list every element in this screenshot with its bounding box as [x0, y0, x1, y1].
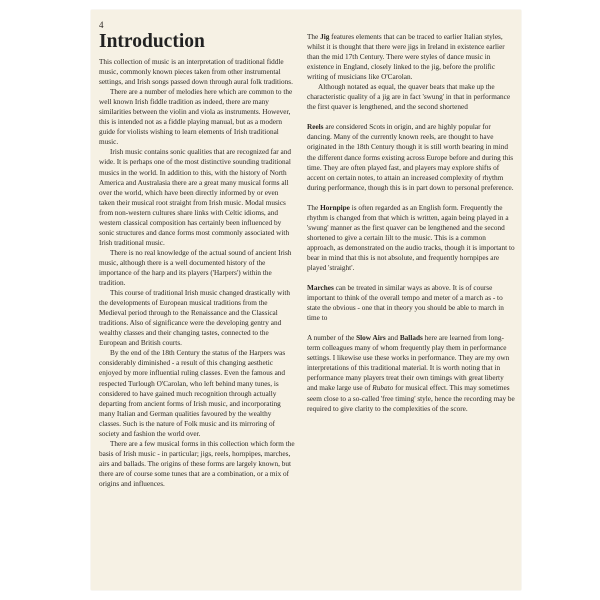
book-page	[91, 10, 521, 590]
harpers-paragraph: By the end of the 18th Century the status of the Harpers was considerably diminished - a result of this changing aesthetic enjoyed by more influential ruling classes. Even the famous and respected Turlough O'Carolan, who left behind many tunes, is considered to have gained much recognition through actually departing from ancient forms of Irish music, and incorporating many Italian and German qualities favoured by the wealthy classes. Such is the nature of Folk music and its mirroring of society and fashion the world over.	[99, 349, 286, 438]
ballads-term: Ballads	[399, 334, 423, 343]
hornpipe-paragraph: The Hornpipe is often regarded as an English form. Frequently the rhythm is changed from that which is written, again being played in a 'swung' manner as the first quaver can be lengthened and the second shortened to give a certain lilt to the music. This is a common approach, as demonstrated on the audio tracks, though it is important to bear in mind that this is not absolute, and frequently hornpipes are played 'straight'.	[307, 203, 515, 272]
intro-paragraph: This collection of music is an interpretation of traditional fiddle music, commonly known pieces taken from other instrumental settings, and Irish songs passed down through aural folk traditions.	[99, 58, 293, 87]
slow-airs-term: Slow Airs	[356, 334, 386, 343]
page-number: 4	[99, 20, 104, 30]
airs-ballads-paragraph: A number of the Slow Airs and Ballads here are learned from long-term colleagues many of whom frequently play them in performance settings. I likewise use these works in performance. They are my own interpretations of this traditional material. It is worth noting that in performance many players treat their own timings with great liberty and make large use of Rubato for musical effect. This may sometimes seem close to a so-called 'free timing' style, hence the recording may be required to give clarity to the complexities of the score.	[307, 334, 515, 413]
marches-paragraph: Marches can be treated in similar ways as above. It is of course important to think of the overall tempo and meter of a march as - to state the obvious - one that in theory you should be able to march in time to	[307, 284, 504, 323]
right-column	[307, 32, 515, 414]
fiddle-paragraph: There are a number of melodies here which are common to the well known Irish fiddle tradition as indeed, there are many similarities between the violin and viola as instruments. However, this is intended not as a fiddle playing manual, but as a modern guide for violists wishing to learn elements of Irish traditional music.	[99, 88, 293, 147]
left-column	[99, 57, 295, 489]
jig-term: Jig	[320, 33, 330, 41]
sonic-qualities-paragraph: Irish music contains sonic qualities that are recognized far and wide. It is perhaps one of the most distinctive sounding traditional musics in the world. In addition to this, with the history of North America and Australasia there are a great many musical forms all over the world, which have been directly informed by or even taken their musical root straight from Irish music. Modal musics from non-western cultures share links with Celtic idioms, and western classical composition has certainly been influenced by sonic structures and dance forms most commonly associated with Irish traditional music.	[99, 148, 291, 247]
marches-term: Marches	[307, 284, 334, 293]
jig-paragraph: The Jig features elements that can be traced to earlier Italian styles, whilst it is thought that there were jigs in Ireland in existence earlier than the mid 17th Century. There were styles of dance music in existence in England, closely linked to the jig, before the prolific writing of musicians like O'Carolan.	[307, 33, 505, 82]
rubato-term: Rubato	[372, 384, 394, 393]
forms-paragraph: There are a few musical forms in this collection which form the basis of Irish music - in particular; jigs, reels, hornpipes, marches, airs and ballads. The origins of these forms are largely known, but there are of course some tunes that are a combination, or a mix of origins and influences.	[99, 439, 295, 488]
page-title: Introduction	[99, 31, 205, 52]
course-paragraph: This course of traditional Irish music changed drastically with the developments of European musical traditions from the Medieval period through to the Renaissance and the Classical traditions. Also of significance were the developing gentry and wealthy classes and their changing tastes, connected to the European and British courts.	[99, 289, 290, 348]
reels-paragraph: Reels are considered Scots in origin, and are highly popular for dancing. Many of the currently known reels, are thought to have originated in the 18th Century though it is still worth bearing in mind the different dance forms existing across Europe before and during this time. They are often played fast, and players may explore shifts of accent on certain notes, to attain an increased complexity of rhythm during performance, though this is in part down to personal preference.	[307, 123, 514, 192]
hornpipe-term: Hornpipe	[320, 203, 350, 212]
reels-term: Reels	[307, 123, 324, 132]
ancient-music-paragraph: There is no real knowledge of the actual sound of ancient Irish music, although there is a well documented history of the importance of the harp and its players ('Harpers') within the tradition.	[99, 248, 292, 288]
quaver-paragraph: Although notated as equal, the quaver beats that make up the characteristic quality of a jig are in fact 'swung' in that in performance the first quaver is lengthened, and the second shortened	[307, 83, 511, 112]
